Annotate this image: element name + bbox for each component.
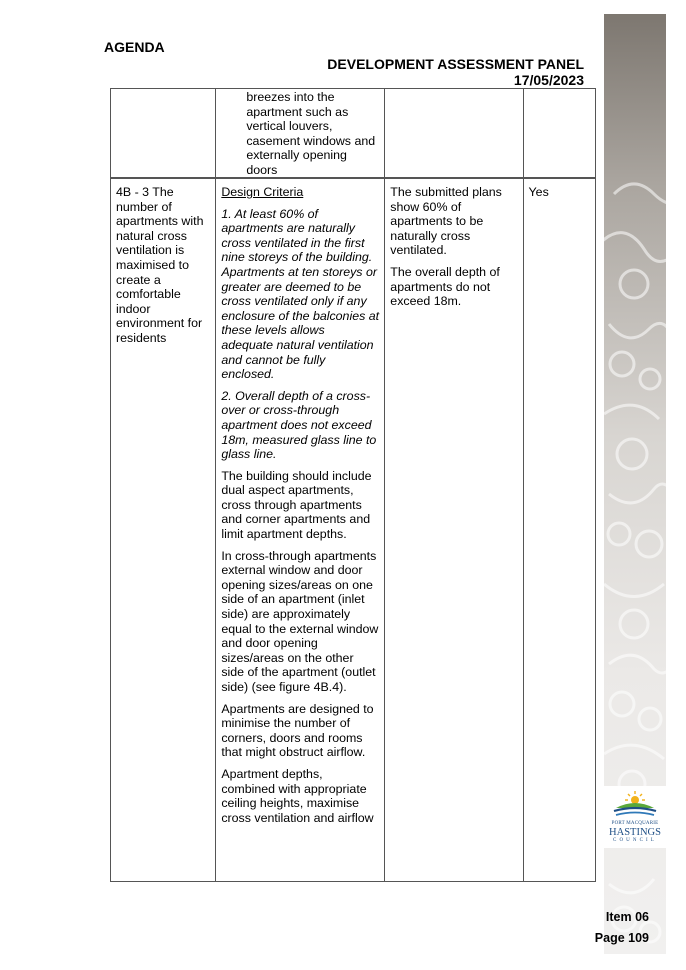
guidance-paragraph-1: The building should include dual aspect apartments, cross through apartments and corner apartments and limit apartment depths. — [221, 468, 372, 542]
criteria-heading: Design Criteria — [221, 185, 304, 199]
complies-value: Yes — [528, 185, 549, 199]
panel-heading: DEVELOPMENT ASSESSMENT PANEL — [327, 56, 584, 72]
criteria-cell — [216, 178, 385, 882]
guidance-paragraph-2: In cross-through apartments external window and door opening sizes/areas on one side of an apartment (inlet side) are approximately equal to the external window and door opening sizes/areas on the other side of the apartment (outlet side) (see figure 4B.4). — [221, 548, 379, 694]
logo-emblem-icon — [604, 786, 666, 820]
comment-cell — [385, 89, 523, 179]
objective-cell — [111, 178, 216, 882]
criteria-text: breezes into the apartment such as vertical louvers, casement windows and externally opening doors — [246, 90, 376, 177]
table-row — [111, 89, 596, 179]
council-logo — [604, 786, 666, 848]
criteria-cell — [216, 89, 385, 179]
complies-cell — [523, 178, 595, 882]
meeting-date: 17/05/2023 — [513, 72, 584, 88]
comment-paragraph-1: The submitted plans show 60% of apartments to be naturally cross ventilated. — [390, 185, 502, 258]
criteria-item-2: 2. Overall depth of a cross-over or cross-through apartment does not exceed 18m, measured glass line to glass line. — [221, 388, 377, 462]
complies-cell — [523, 89, 595, 179]
comment-cell — [385, 178, 523, 882]
logo-text-line3: COUNCIL — [613, 838, 657, 843]
logo-text-line2: HASTINGS — [609, 827, 661, 838]
table-row — [111, 178, 596, 882]
assessment-table-continued — [110, 88, 596, 179]
logo-text-line1: PORT MACQUARIE — [611, 821, 659, 826]
assessment-table — [110, 177, 596, 882]
objective-cell — [111, 89, 216, 179]
criteria-item-1: 1. At least 60% of apartments are naturally cross ventilated in the first nine storeys of the building. Apartments at ten storeys or greater are deemed to be cross ventilated only if any enclosure of the balconies at these levels allows adequate natural ventilation and cannot be fully enclosed. — [221, 206, 380, 382]
comment-paragraph-2: The overall depth of apartments do not exceed 18m. — [390, 264, 500, 309]
agenda-heading: AGENDA — [104, 39, 165, 55]
objective-text: 4B - 3 The number of apartments with natural cross ventilation is maximised to create a comfortable indoor environment for residents — [116, 185, 204, 345]
guidance-paragraph-3: Apartments are designed to minimise the number of corners, doors and rooms that might obstruct airflow. — [221, 701, 374, 760]
item-number: Item 06 — [605, 910, 649, 924]
page-number: Page 109 — [594, 931, 649, 945]
guidance-paragraph-4: Apartment depths, combined with appropriate ceiling heights, maximise cross ventilation and airflow — [221, 766, 374, 825]
